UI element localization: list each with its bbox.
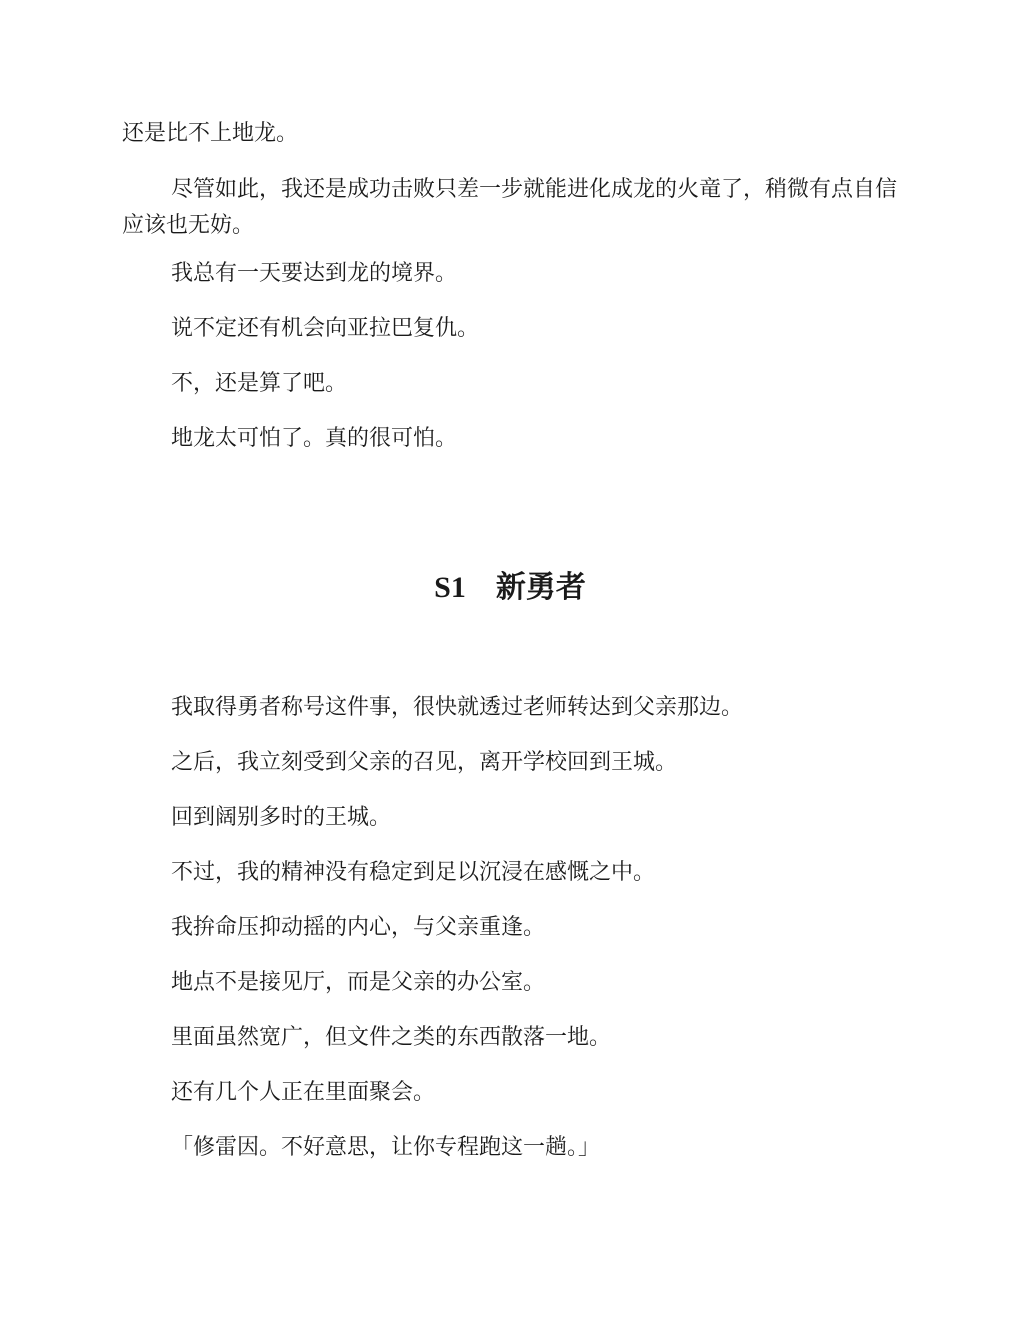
paragraph: 还有几个人正在里面聚会。 — [171, 1080, 436, 1105]
paragraph: 不过，我的精神没有稳定到足以沉浸在感慨之中。 — [171, 860, 656, 885]
paragraph: 我拚命压抑动摇的内心，与父亲重逢。 — [171, 915, 546, 940]
paragraph: 我取得勇者称号这件事，很快就透过老师转达到父亲那边。 — [171, 695, 744, 720]
paragraph: 里面虽然宽广，但文件之类的东西散落一地。 — [171, 1025, 612, 1050]
paragraph: 说不定还有机会向亚拉巴复仇。 — [171, 316, 480, 341]
paragraph: 之后，我立刻受到父亲的召见，离开学校回到王城。 — [171, 750, 678, 775]
paragraph: 不，还是算了吧。 — [171, 371, 348, 396]
paragraph: 尽管如此，我还是成功击败只差一步就能进化成龙的火竜了，稍微有点自信应该也无妨。 — [122, 177, 898, 238]
paragraph: 回到阔别多时的王城。 — [171, 805, 392, 830]
paragraph: 还是比不上地龙。 — [122, 121, 299, 146]
paragraph: 地龙太可怕了。真的很可怕。 — [171, 426, 458, 451]
paragraph: 地点不是接见厅，而是父亲的办公室。 — [171, 970, 546, 995]
chapter-heading — [0, 566, 1020, 610]
paragraph: 「修雷因。不好意思，让你专程跑这一趟。」 — [171, 1135, 601, 1160]
chapter-number: S1 — [434, 571, 466, 604]
paragraph: 我总有一天要达到龙的境界。 — [171, 261, 458, 286]
chapter-title: 新勇者 — [495, 570, 586, 605]
